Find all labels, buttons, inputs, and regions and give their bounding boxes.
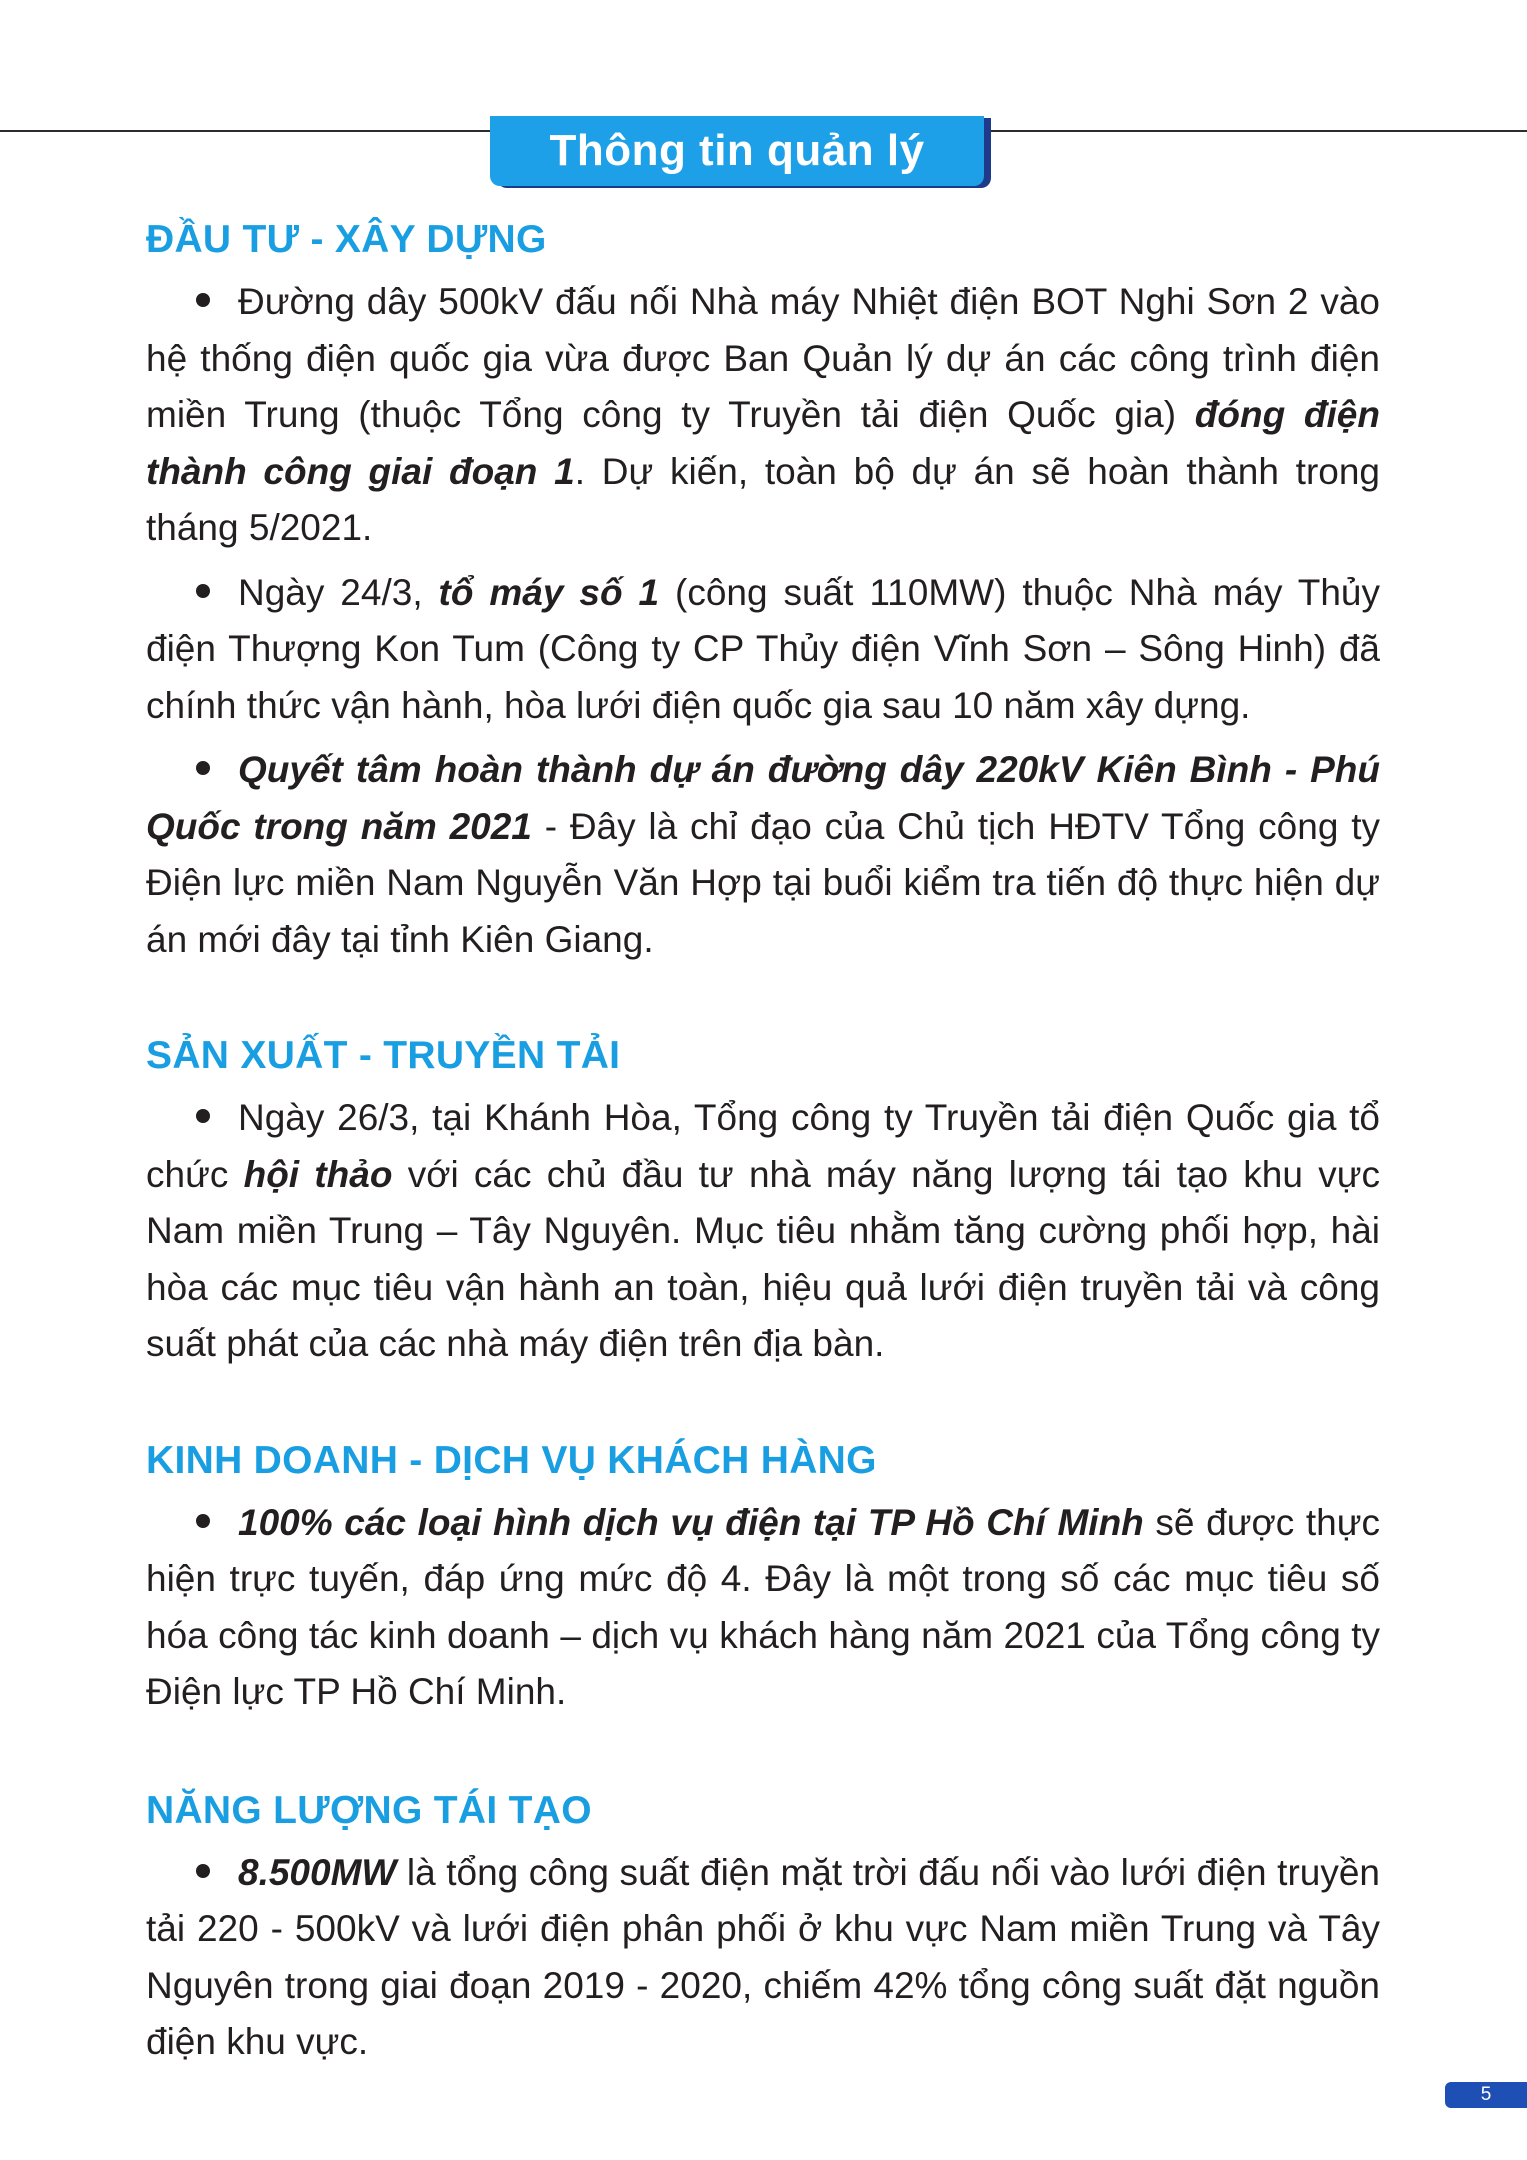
section-heading: KINH DOANH - DỊCH VỤ KHÁCH HÀNG [146,1438,877,1482]
bullet-paragraph: Đường dây 500kV đấu nối Nhà máy Nhiệt điện BOT Nghi Sơn 2 vào hệ thống điện quốc gia vừa được Ban Quản lý dự án các công trình điện miền Trung (thuộc Tổng công ty Truyền tải điện Quốc gia) đóng điện thành công giai đoạn 1. Dự kiến, toàn bộ dự án sẽ hoàn thành trong tháng 5/2021. [146,281,1380,548]
bullet-icon [196,1514,210,1528]
page-number-tab [1445,2082,1527,2108]
bullet-paragraph: Quyết tâm hoàn thành dự án đường dây 220kV Kiên Bình - Phú Quốc trong năm 2021 - Đây là chỉ đạo của Chủ tịch HĐTV Tổng công ty Điện lực miền Nam Nguyễn Văn Hợp tại buổi kiểm tra tiến độ thực hiện dự án mới đây tại tỉnh Kiên Giang. [146,749,1381,960]
banner-title: Thông tin quản lý [549,126,925,175]
page-number: 5 [1480,2084,1492,2105]
section-spacer [146,968,1380,1030]
section-heading: NĂNG LƯỢNG TÁI TẠO [146,1788,592,1832]
bullet-icon [196,1109,210,1123]
section-production [146,1030,1380,1373]
bullet-icon [196,584,210,598]
article-body [146,214,1380,2071]
section-business [146,1435,1380,1721]
section-investment [146,214,1380,968]
bullet-paragraph: 100% các loại hình dịch vụ điện tại TP Hồ Chí Minh sẽ được thực hiện trực tuyến, đáp ứng mức độ 4. Đây là một trong số các mục tiêu số hóa công tác kinh doanh – dịch vụ khách hàng năm 2021 của Tổng công ty Điện lực TP Hồ Chí Minh. [146,1501,1380,1712]
section-banner [490,116,984,186]
section-spacer [146,1721,1380,1785]
bullet-paragraph: Ngày 26/3, tại Khánh Hòa, Tổng công ty Truyền tải điện Quốc gia tổ chức hội thảo với các chủ đầu tư nhà máy năng lượng tái tạo khu vực Nam miền Trung – Tây Nguyên. Mục tiêu nhằm tăng cường phối hợp, hài hòa các mục tiêu vận hành an toàn, hiệu quả lưới điện truyền tải và công suất phát của các nhà máy điện trên địa bàn. [146,1097,1380,1364]
bullet-icon [196,293,210,307]
section-heading: SẢN XUẤT - TRUYỀN TẢI [146,1034,621,1077]
bullet-paragraph: 8.500MW là tổng công suất điện mặt trời đấu nối vào lưới điện truyền tải 220 - 500kV và lưới điện phân phối ở khu vực Nam miền Trung và Tây Nguyên trong giai đoạn 2019 - 2020, chiếm 42% tổng công suất đặt nguồn điện khu vực. [146,1851,1380,2062]
section-heading: ĐẦU TƯ - XÂY DỰNG [146,218,547,261]
bullet-icon [196,761,210,775]
bullet-icon [196,1864,210,1878]
bullet-paragraph: Ngày 24/3, tổ máy số 1 (công suất 110MW) thuộc Nhà máy Thủy điện Thượng Kon Tum (Công ty CP Thủy điện Vĩnh Sơn – Sông Hinh) đã chính thức vận hành, hòa lưới điện quốc gia sau 10 năm xây dựng. [146,571,1380,726]
section-renewable [146,1785,1380,2071]
section-spacer [146,1373,1380,1435]
